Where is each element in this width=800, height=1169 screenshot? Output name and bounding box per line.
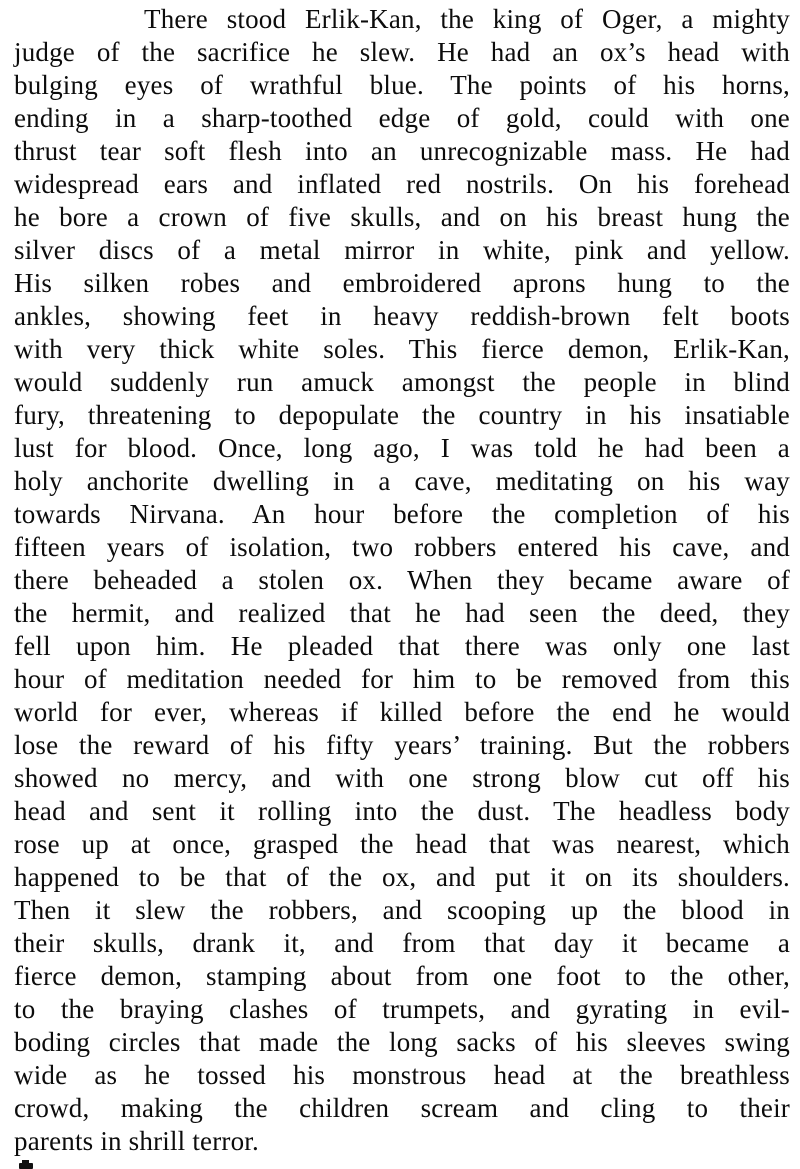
scan-artifact-mark [19, 1163, 33, 1169]
paragraph-line: judge of the sacrifice he slew. He had an ox’s head with [14, 37, 790, 67]
paragraph-line: hour of meditation needed for him to be removed from this [14, 664, 790, 694]
paragraph-line: ankles, showing feet in heavy reddish-brown felt boots [14, 301, 790, 331]
paragraph-line: bulging eyes of wrathful blue. The points of his horns, [14, 70, 790, 100]
paragraph-line: showed no mercy, and with one strong blow cut off his [14, 763, 790, 793]
paragraph-line: to the braying clashes of trumpets, and gyrating in evil- [14, 994, 790, 1024]
paragraph-line: ending in a sharp-toothed edge of gold, could with one [14, 103, 790, 133]
paragraph-line: lust for blood. Once, long ago, I was told he had been a [14, 433, 790, 463]
paragraph-line: parents in shrill terror. [14, 1126, 259, 1156]
paragraph-line: fierce demon, stamping about from one foot to the other, [14, 961, 790, 991]
paragraph-line: their skulls, drank it, and from that day it became a [14, 928, 790, 958]
paragraph-line: the hermit, and realized that he had seen the deed, they [14, 598, 790, 628]
paragraph-line: crowd, making the children scream and cling to their [14, 1093, 790, 1123]
paragraph-line: wide as he tossed his monstrous head at the breathless [14, 1060, 790, 1090]
paragraph-line: rose up at once, grasped the head that was nearest, which [14, 829, 790, 859]
paragraph-line: There stood Erlik-Kan, the king of Oger, a mighty [144, 4, 790, 34]
paragraph-line: widespread ears and inflated red nostrils. On his forehead [14, 169, 790, 199]
paragraph-line: silver discs of a metal mirror in white, pink and yellow. [14, 235, 790, 265]
paragraph-line: Then it slew the robbers, and scooping up the blood in [14, 895, 790, 925]
paragraph-line: holy anchorite dwelling in a cave, meditating on his way [14, 466, 790, 496]
paragraph-line: fell upon him. He pleaded that there was only one last [14, 631, 790, 661]
paragraph-line: there beheaded a stolen ox. When they became aware of [14, 565, 790, 595]
paragraph-line: fifteen years of isolation, two robbers entered his cave, and [14, 532, 790, 562]
paragraph-line: world for ever, whereas if killed before the end he would [14, 697, 790, 727]
paragraph-line: happened to be that of the ox, and put it on its shoulders. [14, 862, 790, 892]
paragraph [14, 3, 790, 1158]
paragraph-line: with very thick white soles. This fierce demon, Erlik-Kan, [14, 334, 790, 364]
paragraph-line: fury, threatening to depopulate the country in his insatiable [14, 400, 790, 430]
paragraph-line: head and sent it rolling into the dust. The headless body [14, 796, 790, 826]
paragraph-line: thrust tear soft flesh into an unrecognizable mass. He had [14, 136, 790, 166]
paragraph-line: towards Nirvana. An hour before the completion of his [14, 499, 790, 529]
paragraph-line: boding circles that made the long sacks of his sleeves swing [14, 1027, 790, 1057]
paragraph-line: lose the reward of his fifty years’ training. But the robbers [14, 730, 790, 760]
paragraph-line: His silken robes and embroidered aprons hung to the [14, 268, 790, 298]
paragraph-line: he bore a crown of five skulls, and on his breast hung the [14, 202, 790, 232]
paragraph-line: would suddenly run amuck amongst the people in blind [14, 367, 790, 397]
